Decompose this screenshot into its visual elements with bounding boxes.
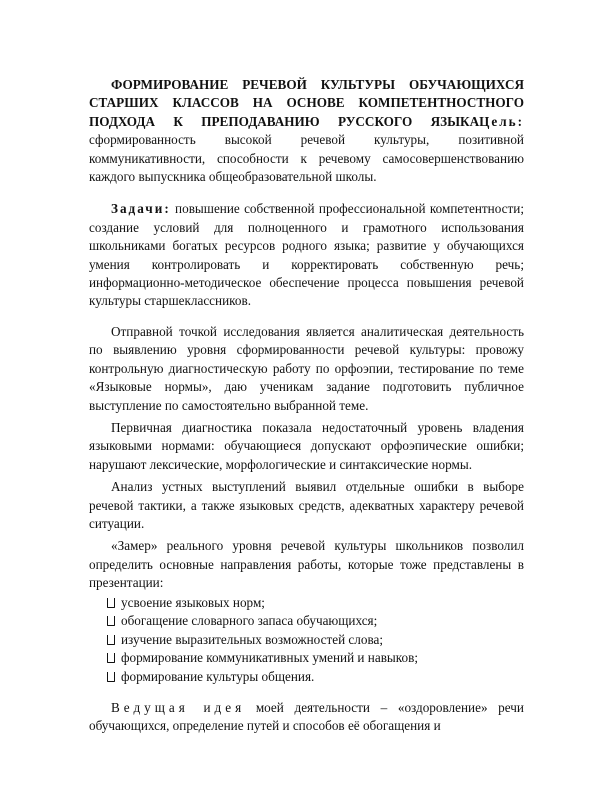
body-paragraph-3: Анализ устных выступлений выявил отдельные ошибки в выборе речевой тактики, а также языковых средств, адекватных характеру речевой ситуации. [89, 479, 524, 531]
list-item: обогащение словарного запаса обучающихся; [89, 612, 524, 631]
list-item: формирование культуры общения. [89, 668, 524, 687]
tasks-label: Задачи: [111, 201, 171, 217]
leading-idea-paragraph [89, 699, 524, 736]
body-paragraph-1: Отправной точкой исследования является аналитическая деятельность по выявлению уровня сформированности речевой культуры: провожу контрольную диагностическую работу по орфоэпии, тестирование по теме «Языковые нормы», даю ученикам задание подготовить публичное выступление по самостоятельно выбранной теме. [89, 323, 524, 413]
checkbox-bullet-icon [107, 598, 115, 608]
leading-idea-text: моей деятельности – «оздоровление» речи обучающихся, определение путей и способов её обогащения и [89, 699, 524, 733]
checkbox-bullet-icon [107, 635, 115, 645]
checkbox-bullet-icon [107, 653, 115, 663]
tasks-paragraph [89, 200, 524, 310]
document-title: ФОРМИРОВАНИЕ РЕЧЕВОЙ КУЛЬТУРЫ ОБУЧАЮЩИХСЯ СТАРШИХ КЛАССОВ НА ОСНОВЕ КОМПЕТЕНТНОСТНОГО ПОДХОДА К ПРЕПОДАВАНИЮ РУССКОГО ЯЗЫКА [89, 77, 524, 129]
body-paragraph-2: Первичная диагностика показала недостаточный уровень владения языковыми нормами: обучающиеся допускают орфоэпические ошибки; нарушают лексические, морфологические и синтаксические нормы. [89, 419, 524, 472]
directions-list [89, 594, 524, 687]
leading-idea-label: Ведущая идея [111, 699, 246, 715]
checkbox-bullet-icon [107, 616, 115, 626]
list-item: усвоение языковых норм; [89, 594, 524, 613]
list-item: формирование коммуникативных умений и навыков; [89, 649, 524, 668]
goal-text: сформированность высокой речевой культуры, позитивной коммуникативности, способности к речевому самосовершенствованию каждого выпускника общеобразовательной школы. [89, 132, 524, 185]
goal-label: Цель: [479, 113, 524, 129]
title-paragraph [89, 76, 524, 186]
list-item: изучение выразительных возможностей слова; [89, 631, 524, 650]
checkbox-bullet-icon [107, 672, 115, 682]
tasks-text: повышение собственной профессиональной компетентности; создание условий для полноценного и грамотного использования школьниками богатых ресурсов родного языка; развитие у обучающихся умения контролировать и корректировать собственную речь; информационно-методическое обеспечение процесса повышения речевой культуры старшеклассников. [89, 201, 525, 309]
body-paragraph-4: «Замер» реального уровня речевой культуры школьников позволил определить основные направления работы, которые тоже представлены в презентации: [89, 538, 524, 591]
